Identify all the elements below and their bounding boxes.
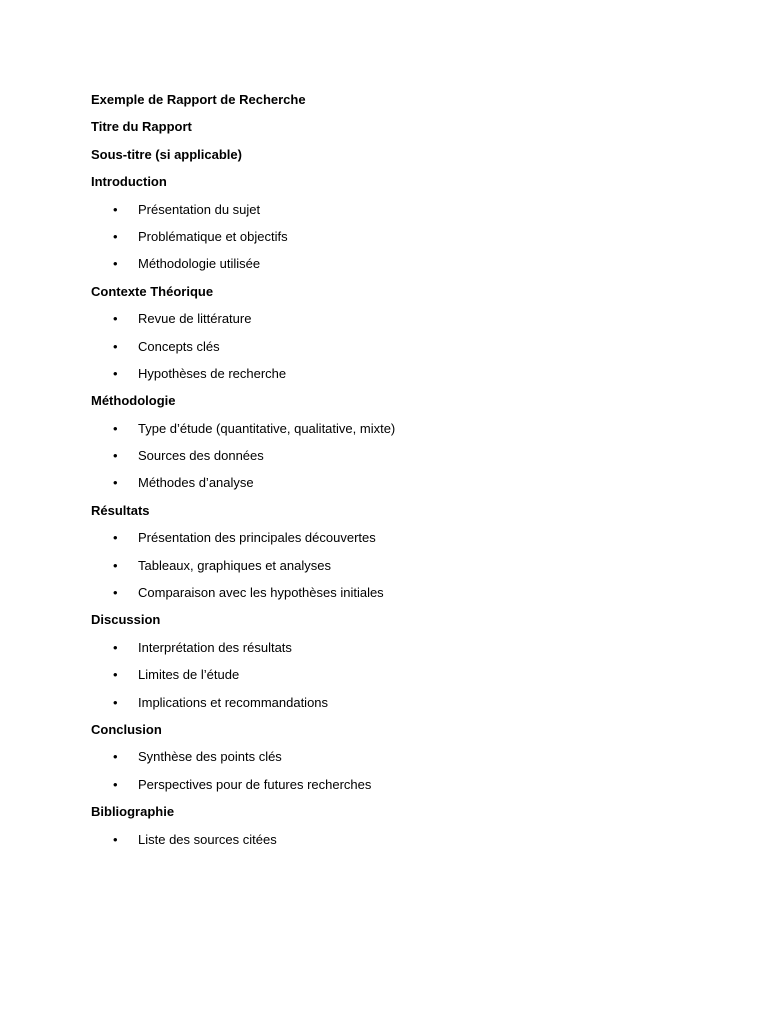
bullet-icon: • bbox=[113, 694, 118, 710]
section-heading: Bibliographie bbox=[91, 804, 175, 820]
section-heading: Discussion bbox=[91, 612, 161, 628]
section-heading: Résultats bbox=[91, 502, 150, 518]
section-heading: Sous-titre (si applicable) bbox=[91, 146, 242, 162]
list-item-text: Tableaux, graphiques et analyses bbox=[138, 557, 331, 573]
list-item-text: Concepts clés bbox=[138, 338, 220, 354]
bullet-icon: • bbox=[113, 667, 118, 683]
list-item-text: Limites de l’étude bbox=[138, 667, 240, 683]
bullet-icon: • bbox=[113, 448, 118, 464]
list-item-text: Sources des données bbox=[138, 448, 264, 464]
list-item-text: Comparaison avec les hypothèses initiales bbox=[138, 585, 384, 601]
list-item bbox=[91, 250, 691, 277]
bullet-icon: • bbox=[113, 420, 118, 436]
list-item bbox=[91, 360, 691, 387]
list-item bbox=[91, 333, 691, 360]
list-item bbox=[91, 743, 691, 770]
section-heading: Titre du Rapport bbox=[91, 119, 192, 135]
bullet-icon: • bbox=[113, 475, 118, 491]
list-item-text: Problématique et objectifs bbox=[138, 228, 288, 244]
document-page bbox=[91, 86, 691, 853]
bullet-icon: • bbox=[113, 338, 118, 354]
bullet-icon: • bbox=[113, 776, 118, 792]
bullet-icon: • bbox=[113, 639, 118, 655]
bullet-icon: • bbox=[113, 585, 118, 601]
list-item-text: Perspectives pour de futures recherches bbox=[138, 776, 372, 792]
section-heading: Contexte Théorique bbox=[91, 283, 214, 299]
list-item bbox=[91, 579, 691, 606]
list-item-text: Implications et recommandations bbox=[138, 694, 329, 710]
list-item bbox=[91, 442, 691, 469]
bullet-icon: • bbox=[113, 311, 118, 327]
bullet-icon: • bbox=[113, 831, 118, 847]
list-item-text: Présentation des principales découvertes bbox=[138, 530, 376, 546]
list-item bbox=[91, 689, 691, 716]
list-item bbox=[91, 552, 691, 579]
list-item bbox=[91, 469, 691, 496]
list-item-text: Synthèse des points clés bbox=[138, 749, 282, 765]
list-item-text: Méthodologie utilisée bbox=[138, 256, 261, 272]
list-item bbox=[91, 415, 691, 442]
list-item-text: Revue de littérature bbox=[138, 311, 252, 327]
list-item-text: Liste des sources citées bbox=[138, 831, 277, 847]
section-heading: Conclusion bbox=[91, 721, 162, 737]
list-item-text: Type d’étude (quantitative, qualitative, mixte) bbox=[138, 420, 396, 436]
bullet-icon: • bbox=[113, 201, 118, 217]
list-item bbox=[91, 771, 691, 798]
list-item bbox=[91, 305, 691, 332]
list-item bbox=[91, 634, 691, 661]
bullet-icon: • bbox=[113, 530, 118, 546]
section-heading: Méthodologie bbox=[91, 393, 176, 409]
bullet-icon: • bbox=[113, 749, 118, 765]
list-item bbox=[91, 661, 691, 688]
bullet-icon: • bbox=[113, 256, 118, 272]
bullet-icon: • bbox=[113, 365, 118, 381]
bullet-icon: • bbox=[113, 228, 118, 244]
list-item-text: Présentation du sujet bbox=[138, 201, 261, 217]
list-item bbox=[91, 826, 691, 853]
list-item-text: Méthodes d’analyse bbox=[138, 475, 254, 491]
list-item bbox=[91, 524, 691, 551]
bullet-icon: • bbox=[113, 557, 118, 573]
list-item-text: Interprétation des résultats bbox=[138, 639, 292, 655]
list-item-text: Hypothèses de recherche bbox=[138, 365, 287, 381]
list-item bbox=[91, 196, 691, 223]
list-item bbox=[91, 223, 691, 250]
section-heading: Introduction bbox=[91, 174, 167, 190]
section-heading: Exemple de Rapport de Recherche bbox=[91, 92, 306, 107]
